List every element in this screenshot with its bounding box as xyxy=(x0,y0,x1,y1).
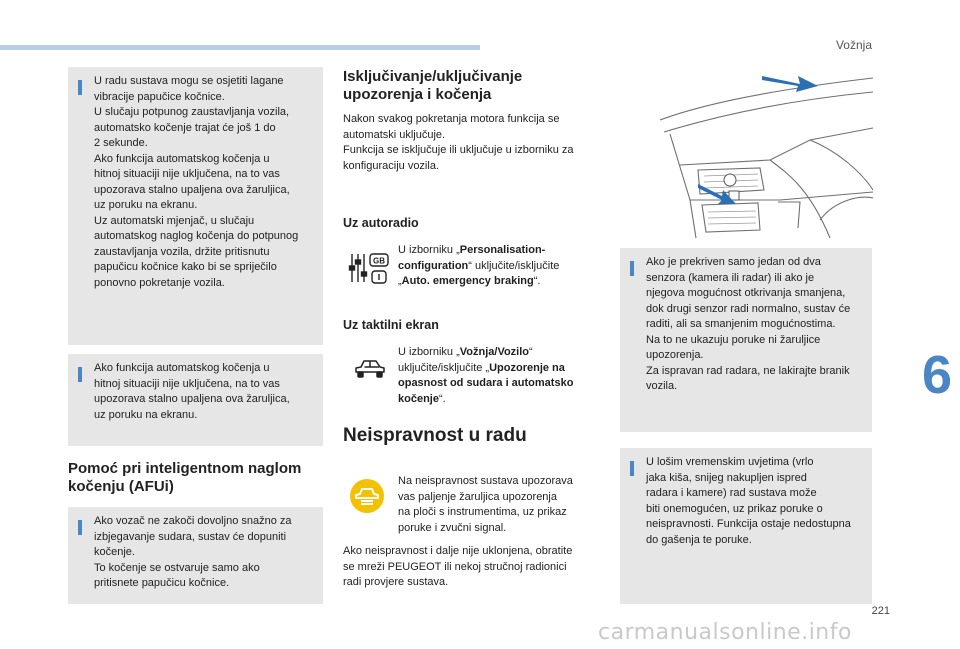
note-text: Ako funkcija automatskog kočenja u hitnoj situaciji nije uključena, na to vas upozorava stalno upaljena ova žaruljica, uz poruku na ekranu. xyxy=(94,362,290,421)
vehicle-front-illustration xyxy=(660,70,873,240)
intro-text: Nakon svakog pokretanja motora funkcija se automatski uključuje. Funkcija se isključuje ili uključuje u izborniku za konfiguraciju vozila. xyxy=(343,113,574,172)
autoradio-settings-icon xyxy=(348,250,392,286)
heading-toggle-warning: Isključivanje/uključivanje upozorenja i kočenja xyxy=(343,68,523,103)
autoradio-middle: “ uključite/isključite „ xyxy=(398,259,560,287)
touchscreen-instruction xyxy=(398,345,618,407)
note-marker xyxy=(78,520,82,535)
chapter-number: 6 xyxy=(921,345,952,405)
note-marker xyxy=(78,80,82,95)
autoradio-menu-item: Auto. emergency braking xyxy=(401,275,534,287)
autoradio-prefix: U izborniku „ xyxy=(398,244,460,256)
note-sensor-covered xyxy=(620,248,872,432)
note-text: U lošim vremenskim uvjetima (vrlo jaka kiša, snijeg nakupljen ispred radara i kamere) rad sustava može biti onemogućen, uz prikaz poruke o neispravnosti. Funkcija ostaje nedostupna do gašenja te poruke. xyxy=(646,456,851,546)
page-number: 221 xyxy=(871,605,890,617)
collision-warning-lamp-icon xyxy=(349,478,385,514)
touch-suffix: “. xyxy=(438,392,446,405)
touch-menu-item: Upozorenje na opasnost od sudara i automatsko kočenje xyxy=(398,361,574,405)
malfunction-text: Na neispravnost sustava upozorava vas paljenje žaruljica upozorenja na ploči s instrumentima, uz prikaz poruke i zvučni signal. xyxy=(398,475,573,534)
touch-menu-name: Vožnja/Vozilo xyxy=(459,346,530,358)
autoradio-suffix: “. xyxy=(533,275,541,287)
note-bad-weather xyxy=(620,448,872,604)
heading-malfunction: Neispravnost u radu xyxy=(343,425,527,446)
note-marker xyxy=(630,261,634,276)
touch-prefix: U izborniku „ xyxy=(398,346,460,358)
note-text: U radu sustava mogu se osjetiti lagane vibracije papučice kočnice. U slučaju potpunog zaustavljanja vozila, automatsko kočenje trajat će još 1 do 2 sekunde. Ako funkcija automatskog kočenja u hitnoj situaciji nije uključena, na to vas upozorava stalno upaljena ova žaruljica, uz poruku na ekranu. Uz automatski mjenjač, u slučaju automatskog naglog kočenja do potpunog zaustavljanja vozila, držite pritisnutu papučicu kočnice kako bi se spriječilo ponovno pokretanje vozila. xyxy=(94,75,299,289)
heading-afui: Pomoć pri inteligentnom naglom kočenju (AFUi) xyxy=(68,460,302,495)
note-text: Ako je prekriven samo jedan od dva senzora (kamera ili radar) ili ako je njegova mogućnost otkrivanja smanjena, dok drugi senzor radi normalno, sustav će raditi, ali sa smanjenim mogućnostima. Na to ne ukazuju poruke ni žaruljice upozorenja. Za ispravan rad radara, ne lakirajte branik vozila. xyxy=(646,256,851,392)
note-afui xyxy=(68,507,323,604)
note-braking-vibration xyxy=(68,67,323,345)
camera-pointer-arrow-icon xyxy=(760,72,820,94)
autoradio-icon-label: GB xyxy=(373,256,385,266)
section-title: Vožnja xyxy=(835,38,872,52)
note-marker xyxy=(630,461,634,476)
touch-middle: “ uključite/isključite „ xyxy=(398,346,533,374)
note-marker xyxy=(78,367,82,382)
watermark: carmanualsonline.info xyxy=(598,620,852,645)
radar-pointer-arrow-icon xyxy=(696,182,738,208)
header-bar xyxy=(0,45,480,50)
malfunction-followup: Ako neispravnost i dalje nije uklonjena, obratite se mreži PEUGEOT ili nekoj stručnoj radionici radi provjere sustava. xyxy=(343,545,573,588)
autoradio-instruction xyxy=(398,243,598,290)
heading-autoradio: Uz autoradio xyxy=(343,216,419,230)
car-icon xyxy=(353,358,387,380)
note-text: Ako vozač ne zakoči dovoljno snažno za izbjegavanje sudara, sustav će dopuniti kočenje. To kočenje se ostvaruje samo ako pritisnete papučicu kočnice. xyxy=(94,515,292,589)
note-emergency-braking-off xyxy=(68,354,323,446)
autoradio-menu-name: Personalisation- configuration xyxy=(398,244,546,272)
heading-touchscreen: Uz taktilni ekran xyxy=(343,318,439,332)
